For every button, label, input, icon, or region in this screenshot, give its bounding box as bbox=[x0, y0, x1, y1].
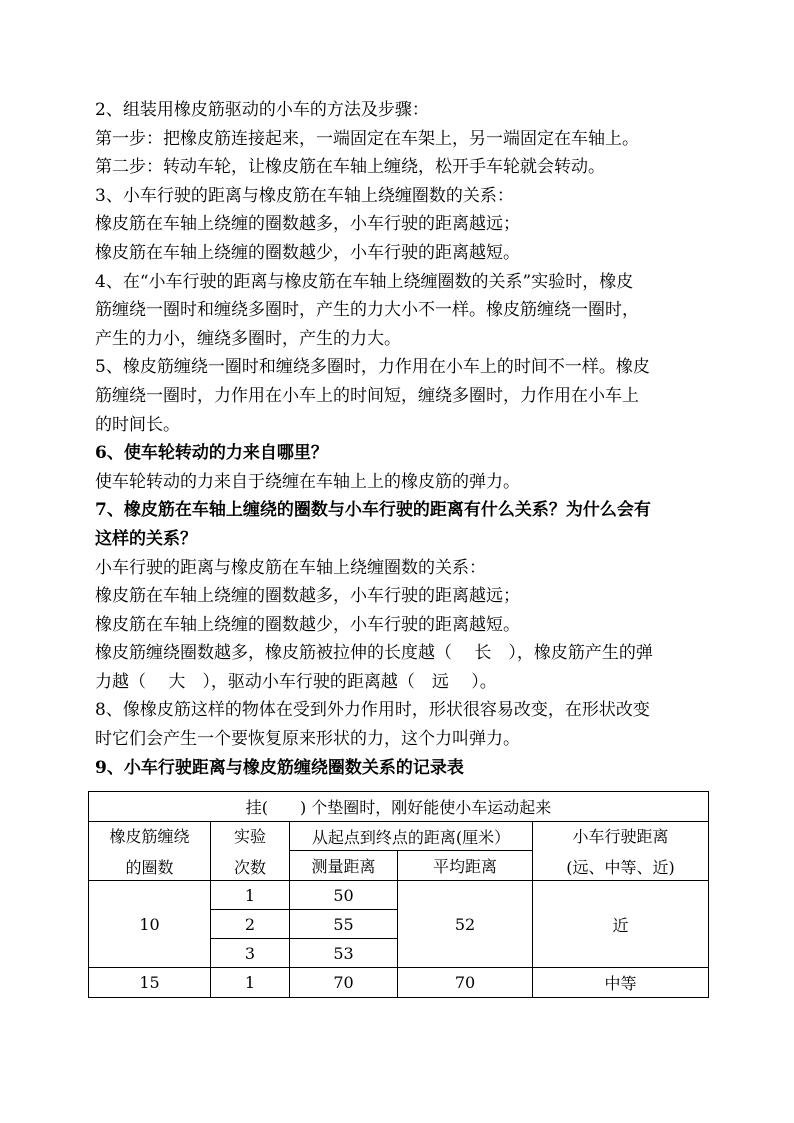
table-row bbox=[89, 881, 709, 910]
text-line: 8、像橡皮筋这样的物体在受到外力作用时，形状很容易改变，在形状改变 bbox=[95, 700, 650, 721]
header-trial-line1: 实验 bbox=[233, 827, 266, 846]
header-measured: 测量距离 bbox=[290, 851, 398, 881]
table-caption: 挂( ) 个垫圈时，刚好能使小车运动起来 bbox=[89, 792, 709, 822]
text-line: 筋缠绕一圈时和缠绕多圈时，产生的力大小不一样。橡皮筋缠绕一圈时， bbox=[95, 300, 639, 321]
header-distance-group: 从起点到终点的距离(厘米） bbox=[290, 822, 533, 851]
document-body bbox=[95, 96, 715, 782]
measured-cell: 70 bbox=[290, 968, 398, 998]
text-line: 2、组装用橡皮筋驱动的小车的方法及步骤： bbox=[95, 100, 429, 120]
measured-cell: 50 bbox=[290, 881, 398, 910]
result-cell: 近 bbox=[533, 881, 709, 968]
question-heading: 这样的关系？ bbox=[95, 528, 197, 549]
measured-cell: 53 bbox=[290, 939, 398, 968]
header-turns-line1: 橡皮筋缠绕 bbox=[109, 827, 190, 846]
text-line: 的时间长。 bbox=[95, 414, 180, 435]
text-line: 橡皮筋在车轴上绕缠的圈数越少，小车行驶的距离越短。 bbox=[95, 614, 520, 635]
text-line: 小车行驶的距离与橡皮筋在车轴上绕缠圈数的关系： bbox=[95, 557, 486, 578]
header-result-line2: (远、中等、近) bbox=[566, 858, 675, 877]
header-turns-line2: 的圈数 bbox=[125, 858, 174, 877]
header-result bbox=[533, 822, 709, 881]
trial-cell: 3 bbox=[211, 939, 290, 968]
trial-cell: 1 bbox=[211, 881, 290, 910]
measured-cell: 55 bbox=[290, 910, 398, 939]
turns-cell: 10 bbox=[89, 881, 211, 968]
text-line: 5、橡皮筋缠绕一圈时和缠绕多圈时，力作用在小车上的时间不一样。橡皮 bbox=[95, 357, 650, 378]
text-line: 橡皮筋缠绕圈数越多，橡皮筋被拉伸的长度越（ 长 ），橡皮筋产生的弹 bbox=[95, 643, 653, 664]
text-line: 橡皮筋在车轴上绕缠的圈数越少，小车行驶的距离越短。 bbox=[95, 242, 520, 263]
average-cell: 70 bbox=[398, 968, 533, 998]
result-cell: 中等 bbox=[533, 968, 709, 998]
text-line: 4、在“小车行驶的距离与橡皮筋在车轴上绕缠圈数的关系”实验时，橡皮 bbox=[95, 271, 634, 292]
record-table bbox=[88, 791, 709, 998]
table-row bbox=[89, 968, 709, 998]
header-trial bbox=[211, 822, 290, 881]
text-line: 第二步：转动车轮，让橡皮筋在车轴上缠绕，松开手车轮就会转动。 bbox=[95, 157, 605, 178]
text-line: 产生的力小，缠绕多圈时，产生的力大。 bbox=[95, 328, 401, 349]
text-line: 3、小车行驶的距离与橡皮筋在车轴上绕缠圈数的关系： bbox=[95, 185, 514, 206]
text-line: 橡皮筋在车轴上绕缠的圈数越多，小车行驶的距离越远； bbox=[95, 586, 520, 607]
text-line: 筋缠绕一圈时，力作用在小车上的时间短，缠绕多圈时，力作用在小车上 bbox=[95, 385, 639, 406]
text-line: 橡皮筋在车轴上绕缠的圈数越多，小车行驶的距离越远； bbox=[95, 214, 520, 235]
text-line: 第一步：把橡皮筋连接起来，一端固定在车架上，另一端固定在车轴上。 bbox=[95, 128, 639, 149]
header-result-line1: 小车行驶距离 bbox=[572, 827, 669, 846]
question-heading: 7、橡皮筋在车轴上缠绕的圈数与小车行驶的距离有什么关系？为什么会有 bbox=[95, 500, 651, 521]
trial-cell: 1 bbox=[211, 968, 290, 998]
table-title: 9、小车行驶距离与橡皮筋缠绕圈数关系的记录表 bbox=[95, 757, 464, 778]
header-turns bbox=[89, 822, 211, 881]
question-heading: 6、使车轮转动的力来自哪里？ bbox=[95, 443, 328, 464]
trial-cell: 2 bbox=[211, 910, 290, 939]
text-line: 使车轮转动的力来自于绕缠在车轴上上的橡皮筋的弹力。 bbox=[95, 471, 520, 492]
turns-cell: 15 bbox=[89, 968, 211, 998]
average-cell: 52 bbox=[398, 881, 533, 968]
text-line: 时它们会产生一个要恢复原来形状的力，这个力叫弹力。 bbox=[95, 729, 520, 750]
header-trial-line2: 次数 bbox=[233, 858, 266, 877]
header-average: 平均距离 bbox=[398, 851, 533, 881]
text-line: 力越（ 大 ），驱动小车行驶的距离越（ 远 ）。 bbox=[95, 671, 497, 692]
